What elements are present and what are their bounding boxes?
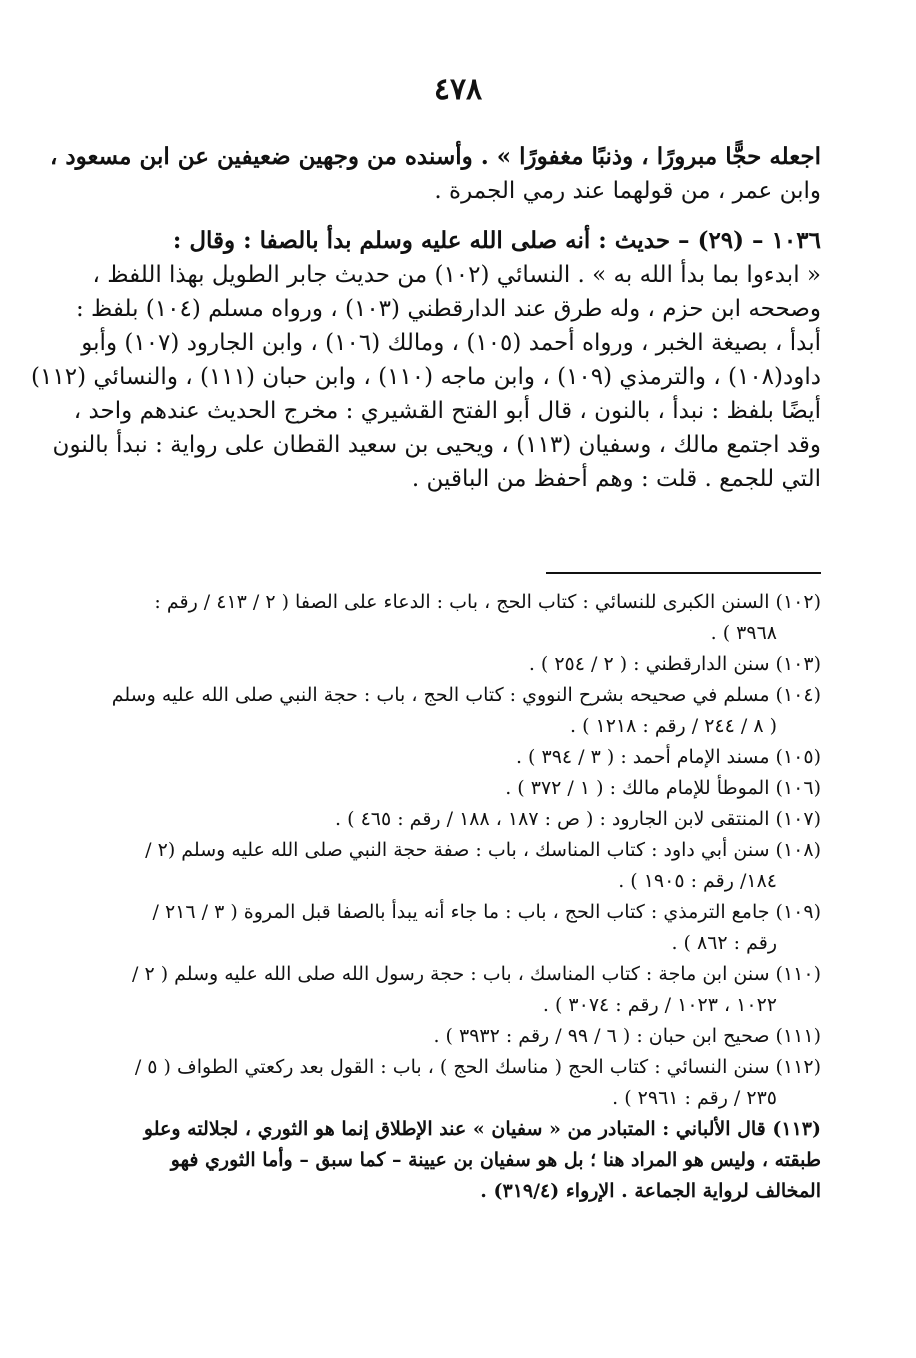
footnote-106: (١٠٦) الموطأ للإمام مالك : ( ١ / ٣٧٢ ) . xyxy=(505,777,821,799)
hadith-line-2: « ابدءوا بما بدأ الله به » . النسائي (١٠٢) من حديث جابر الطويل بهذا اللفظ ، xyxy=(92,262,821,288)
footnote-102: (١٠٢) السنن الكبرى للنسائي : كتاب الحج ، باب : الدعاء على الصفا ( ٢ / ٤١٣ / رقم : xyxy=(154,591,821,613)
intro-line-2: وابن عمر ، من قولهما عند رمي الجمرة . xyxy=(434,178,821,204)
footnote-110: (١١٠) سنن ابن ماجة : كتاب المناسك ، باب : حجة رسول الله صلى الله عليه وسلم ( ٢ / xyxy=(132,963,821,985)
page-number: ٤٧٨ xyxy=(433,72,483,107)
footnote-103: (١٠٣) سنن الدارقطني : ( ٢ / ٢٥٤ ) . xyxy=(528,653,821,675)
paragraph-gap xyxy=(60,208,821,224)
footnote-110-cont: ١٠٢٢ ، ١٠٢٣ / رقم : ٣٠٧٤ ) . xyxy=(542,994,777,1016)
main-text xyxy=(31,140,821,496)
footnote-104-cont: ( ٨ / ٢٤٤ / رقم : ١٢١٨ ) . xyxy=(569,715,777,737)
footnotes xyxy=(60,587,821,1207)
hadith-line-6: أيضًا بلفظ : نبدأ ، بالنون ، قال أبو الفتح القشيري : مخرج الحديث عندهم واحد ، xyxy=(73,398,821,424)
footnote-109: (١٠٩) جامع الترمذي : كتاب الحج ، باب : ما جاء أنه يبدأ بالصفا قبل المروة ( ٣ / ٢١٦ / xyxy=(152,901,821,923)
footnote-separator xyxy=(546,572,821,574)
footnote-113: (١١٣) قال الألباني : المتبادر من « سفيان » عند الإطلاق إنما هو الثوري ، لجلالته وعلو xyxy=(143,1118,821,1140)
footnote-108: (١٠٨) سنن أبي داود : كتاب المناسك ، باب : صفة حجة النبي صلى الله عليه وسلم (٢ / xyxy=(145,839,821,861)
footnote-113-line-2: طبقته ، وليس هو المراد هنا ؛ بل هو سفيان بن عيينة – كما سبق – وأما الثوري فهو xyxy=(170,1149,821,1171)
hadith-line-4: أبدأ ، بصيغة الخبر ، ورواه أحمد (١٠٥) ، ومالك (١٠٦) ، وابن الجارود (١٠٧) وأبو xyxy=(81,330,821,356)
footnote-111: (١١١) صحيح ابن حبان : ( ٦ / ٩٩ / رقم : ٣٩٣٢ ) . xyxy=(433,1025,821,1047)
footnote-104: (١٠٤) مسلم في صحيحه بشرح النووي : كتاب الحج ، باب : حجة النبي صلى الله عليه وسلم xyxy=(111,684,821,706)
footnote-109-cont: رقم : ٨٦٢ ) . xyxy=(671,932,777,954)
hadith-heading-line: ١٠٣٦ – (٢٩) – حديث : أنه صلى الله عليه وسلم بدأ بالصفا : وقال : xyxy=(172,227,821,254)
footnote-108-cont: ١٨٤/ رقم : ١٩٠٥ ) . xyxy=(618,870,777,892)
intro-line-1: اجعله حجًّا مبرورًا ، وذنبًا مغفورًا » . وأسنده من وجهين ضعيفين عن ابن مسعود ، xyxy=(49,143,821,170)
hadith-line-8: التي للجمع . قلت : وهم أحفظ من الباقين . xyxy=(411,466,821,492)
hadith-line-3: وصححه ابن حزم ، وله طرق عند الدارقطني (١٠٣) ، ورواه مسلم (١٠٤) بلفظ : xyxy=(75,296,821,322)
hadith-line-7: وقد اجتمع مالك ، وسفيان (١١٣) ، ويحيى بن سعيد القطان على رواية : نبدأ بالنون xyxy=(52,432,821,458)
footnote-112: (١١٢) سنن النسائي : كتاب الحج ( مناسك الحج ) ، باب : القول بعد ركعتي الطواف ( ٥ / xyxy=(134,1056,821,1078)
footnote-105: (١٠٥) مسند الإمام أحمد : ( ٣ / ٣٩٤ ) . xyxy=(515,746,821,768)
footnote-107: (١٠٧) المنتقى لابن الجارود : ( ص : ١٨٧ ، ١٨٨ / رقم : ٤٦٥ ) . xyxy=(335,808,821,830)
footnote-112-cont: ٢٣٥ / رقم : ٢٩٦١ ) . xyxy=(612,1087,777,1109)
footnote-102-cont: ٣٩٦٨ ) . xyxy=(710,622,777,644)
hadith-line-5: داود(١٠٨) ، والترمذي (١٠٩) ، وابن ماجه (١١٠) ، وابن حبان (١١١) ، والنسائي (١١٢) xyxy=(31,364,821,390)
footnote-113-line-3: المخالف لرواية الجماعة . الإرواء (٣١٩/٤) . xyxy=(480,1180,821,1202)
